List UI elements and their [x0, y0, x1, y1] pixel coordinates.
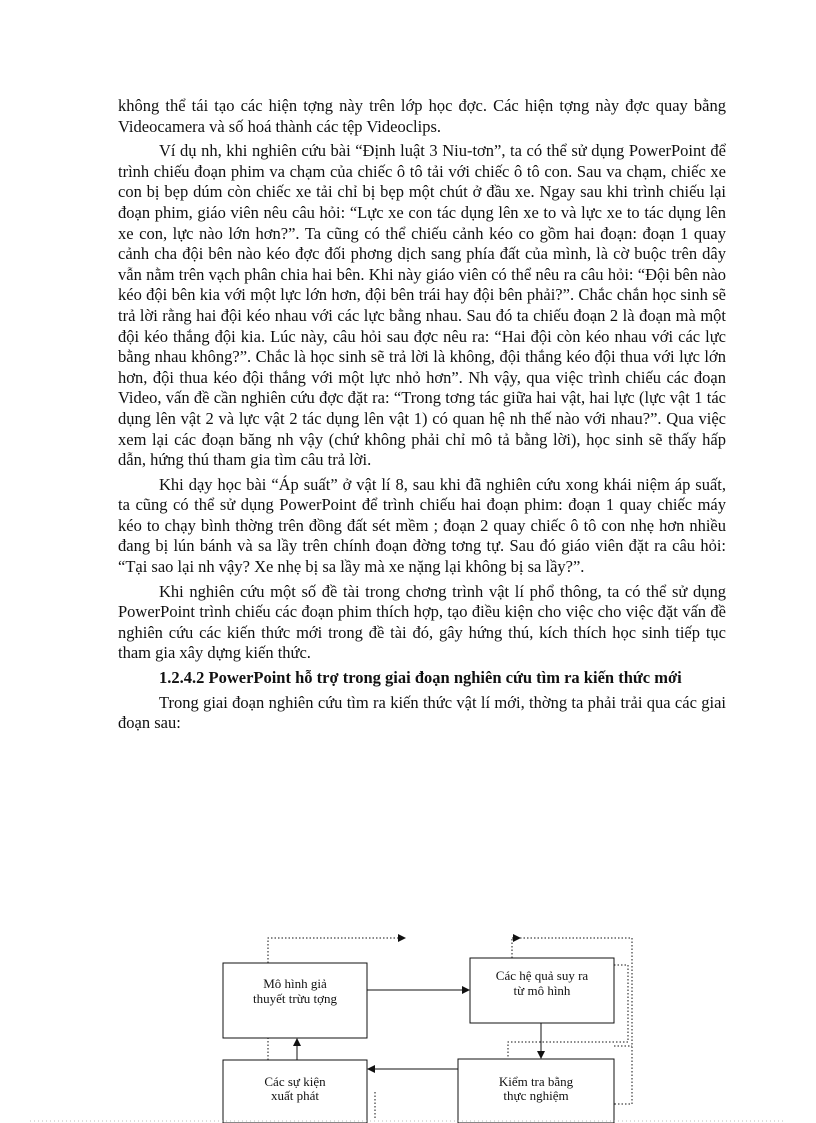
- box-experiment-line2: thực nghiệm: [503, 1088, 569, 1103]
- box-abstract-model: [223, 963, 367, 1038]
- box-initial-facts-line1: Các sự kiện: [264, 1074, 326, 1089]
- box-experiment-line1: Kiểm tra bằng: [498, 1074, 574, 1089]
- box-consequences: [470, 958, 614, 1023]
- box-experiment: [458, 1059, 614, 1123]
- box-abstract-model-line1: Mô hình giả: [263, 976, 327, 991]
- intro-paragraph: Trong giai đoạn nghiên cứu tìm ra kiến thức vật lí mới, thờng ta phải trải qua các giai đoạn sau:: [118, 692, 726, 733]
- box-initial-facts-line2: xuất phát: [270, 1088, 320, 1103]
- paragraph-4: Khi nghiên cứu một số đề tài trong chơng trình vật lí phổ thông, ta có thể sử dụng PowerPoint trình chiếu các đoạn phim thích hợp, tạo điều kiện cho việc cho việc đặt vấn đề nghiên cứu các kiến thức mới trong đề tài đó, gây hứng thú, kích thích học sinh tiếp tục tham gia xây dựng kiến thức.: [118, 581, 726, 663]
- box-consequences-line1: Các hệ quả suy ra: [495, 968, 589, 983]
- paragraph-2: Ví dụ nh, khi nghiên cứu bài “Định luật 3 Niu-tơn”, ta có thể sử dụng PowerPoint để trình chiếu đoạn phim va chạm của chiếc ô tô tải với chiếc ô tô con. Sau va chạm, chiếc xe con bị bẹp dúm còn chiếc xe tải chỉ bị bẹp một chút ở đầu xe. Ngay sau khi trình chiếu lại đoạn phim, giáo viên nêu câu hỏi: “Lực xe con tác dụng lên xe to và lực xe to tác dụng lên xe con, lực nào lớn hơn?”. Ta cũng có thể chiếu cảnh kéo co gồm hai đoạn: đoạn 1 quay cảnh cha đội bên nào kéo đợc đối phơng dịch sang phía đất của mình, là cờ buộc trên dây vẫn nằm trên vạch phân chia hai bên. Khi này giáo viên có thể nêu ra câu hỏi: “Đội bên nào kéo đội bên kia với một lực lớn hơn, đội bên trái hay đội bên phải?”. Chắc chắn học sinh sẽ trả lời rằng hai đội kéo nhau với các lực bằng nhau. Sau đó ta chiếu đoạn 2 là đoạn mà một đội kéo thắng đội kia. Lúc này, câu hỏi sau đợc nêu ra: “Hai đội còn kéo nhau với các lực bằng nhau không?”. Chắc là học sinh sẽ trả lời là không, đội thắng kéo đội thua với lực lớn hơn, đội thua kéo đội thắng với một lực nhỏ hơn”. Nh vậy, qua việc trình chiếu các đoạn Video, vấn đề cần nghiên cứu đợc đặt ra: “Trong tơng tác giữa hai vật, hai lực (lực vật 1 tác dụng lên vật 2 và lực vật 2 tác dụng lên vật 1) có quan hệ nh thế nào với nhau?”. Qua việc xem lại các đoạn băng nh vậy (chứ không phải chỉ mô tả bằng lời), học sinh sẽ thấy hấp dẫn, hứng thú tham gia tìm câu trả lời.: [118, 141, 726, 470]
- dotted-feedback-paths: [268, 938, 632, 1120]
- section-heading: 1.2.4.2 PowerPoint hỗ trợ trong giai đoạn nghiên cứu tìm ra kiến thức mới: [159, 668, 682, 688]
- document-page: [118, 96, 726, 734]
- box-abstract-model-line2: thuyết trừu tợng: [253, 991, 337, 1006]
- box-initial-facts: [223, 1060, 367, 1123]
- paragraph-1: không thể tái tạo các hiện tợng này trên lớp học đợc. Các hiện tợng này đợc quay bằng Videocamera và số hoá thành các tệp Videoclips.: [118, 96, 726, 136]
- box-consequences-line2: từ mô hình: [513, 983, 571, 998]
- paragraph-3: Khi dạy học bài “Áp suất” ở vật lí 8, sau khi đã nghiên cứu xong khái niệm áp suất, ta cũng có thể sử dụng PowerPoint để trình chiếu hai đoạn phim: đoạn 1 quay chiếc máy kéo to chạy bình thờng trên đồng đất sét mềm ; đoạn 2 quay chiếc ô tô con nhẹ hơn nhiều đang bị lún bánh và sa lầy trên chính đoạn đờng tơng tự. Sau đó giáo viên đặt ra câu hỏi: “Tại sao lại nh vậy? Xe nhẹ bị sa lầy mà xe nặng lại không bị sa lầy?”.: [118, 474, 726, 577]
